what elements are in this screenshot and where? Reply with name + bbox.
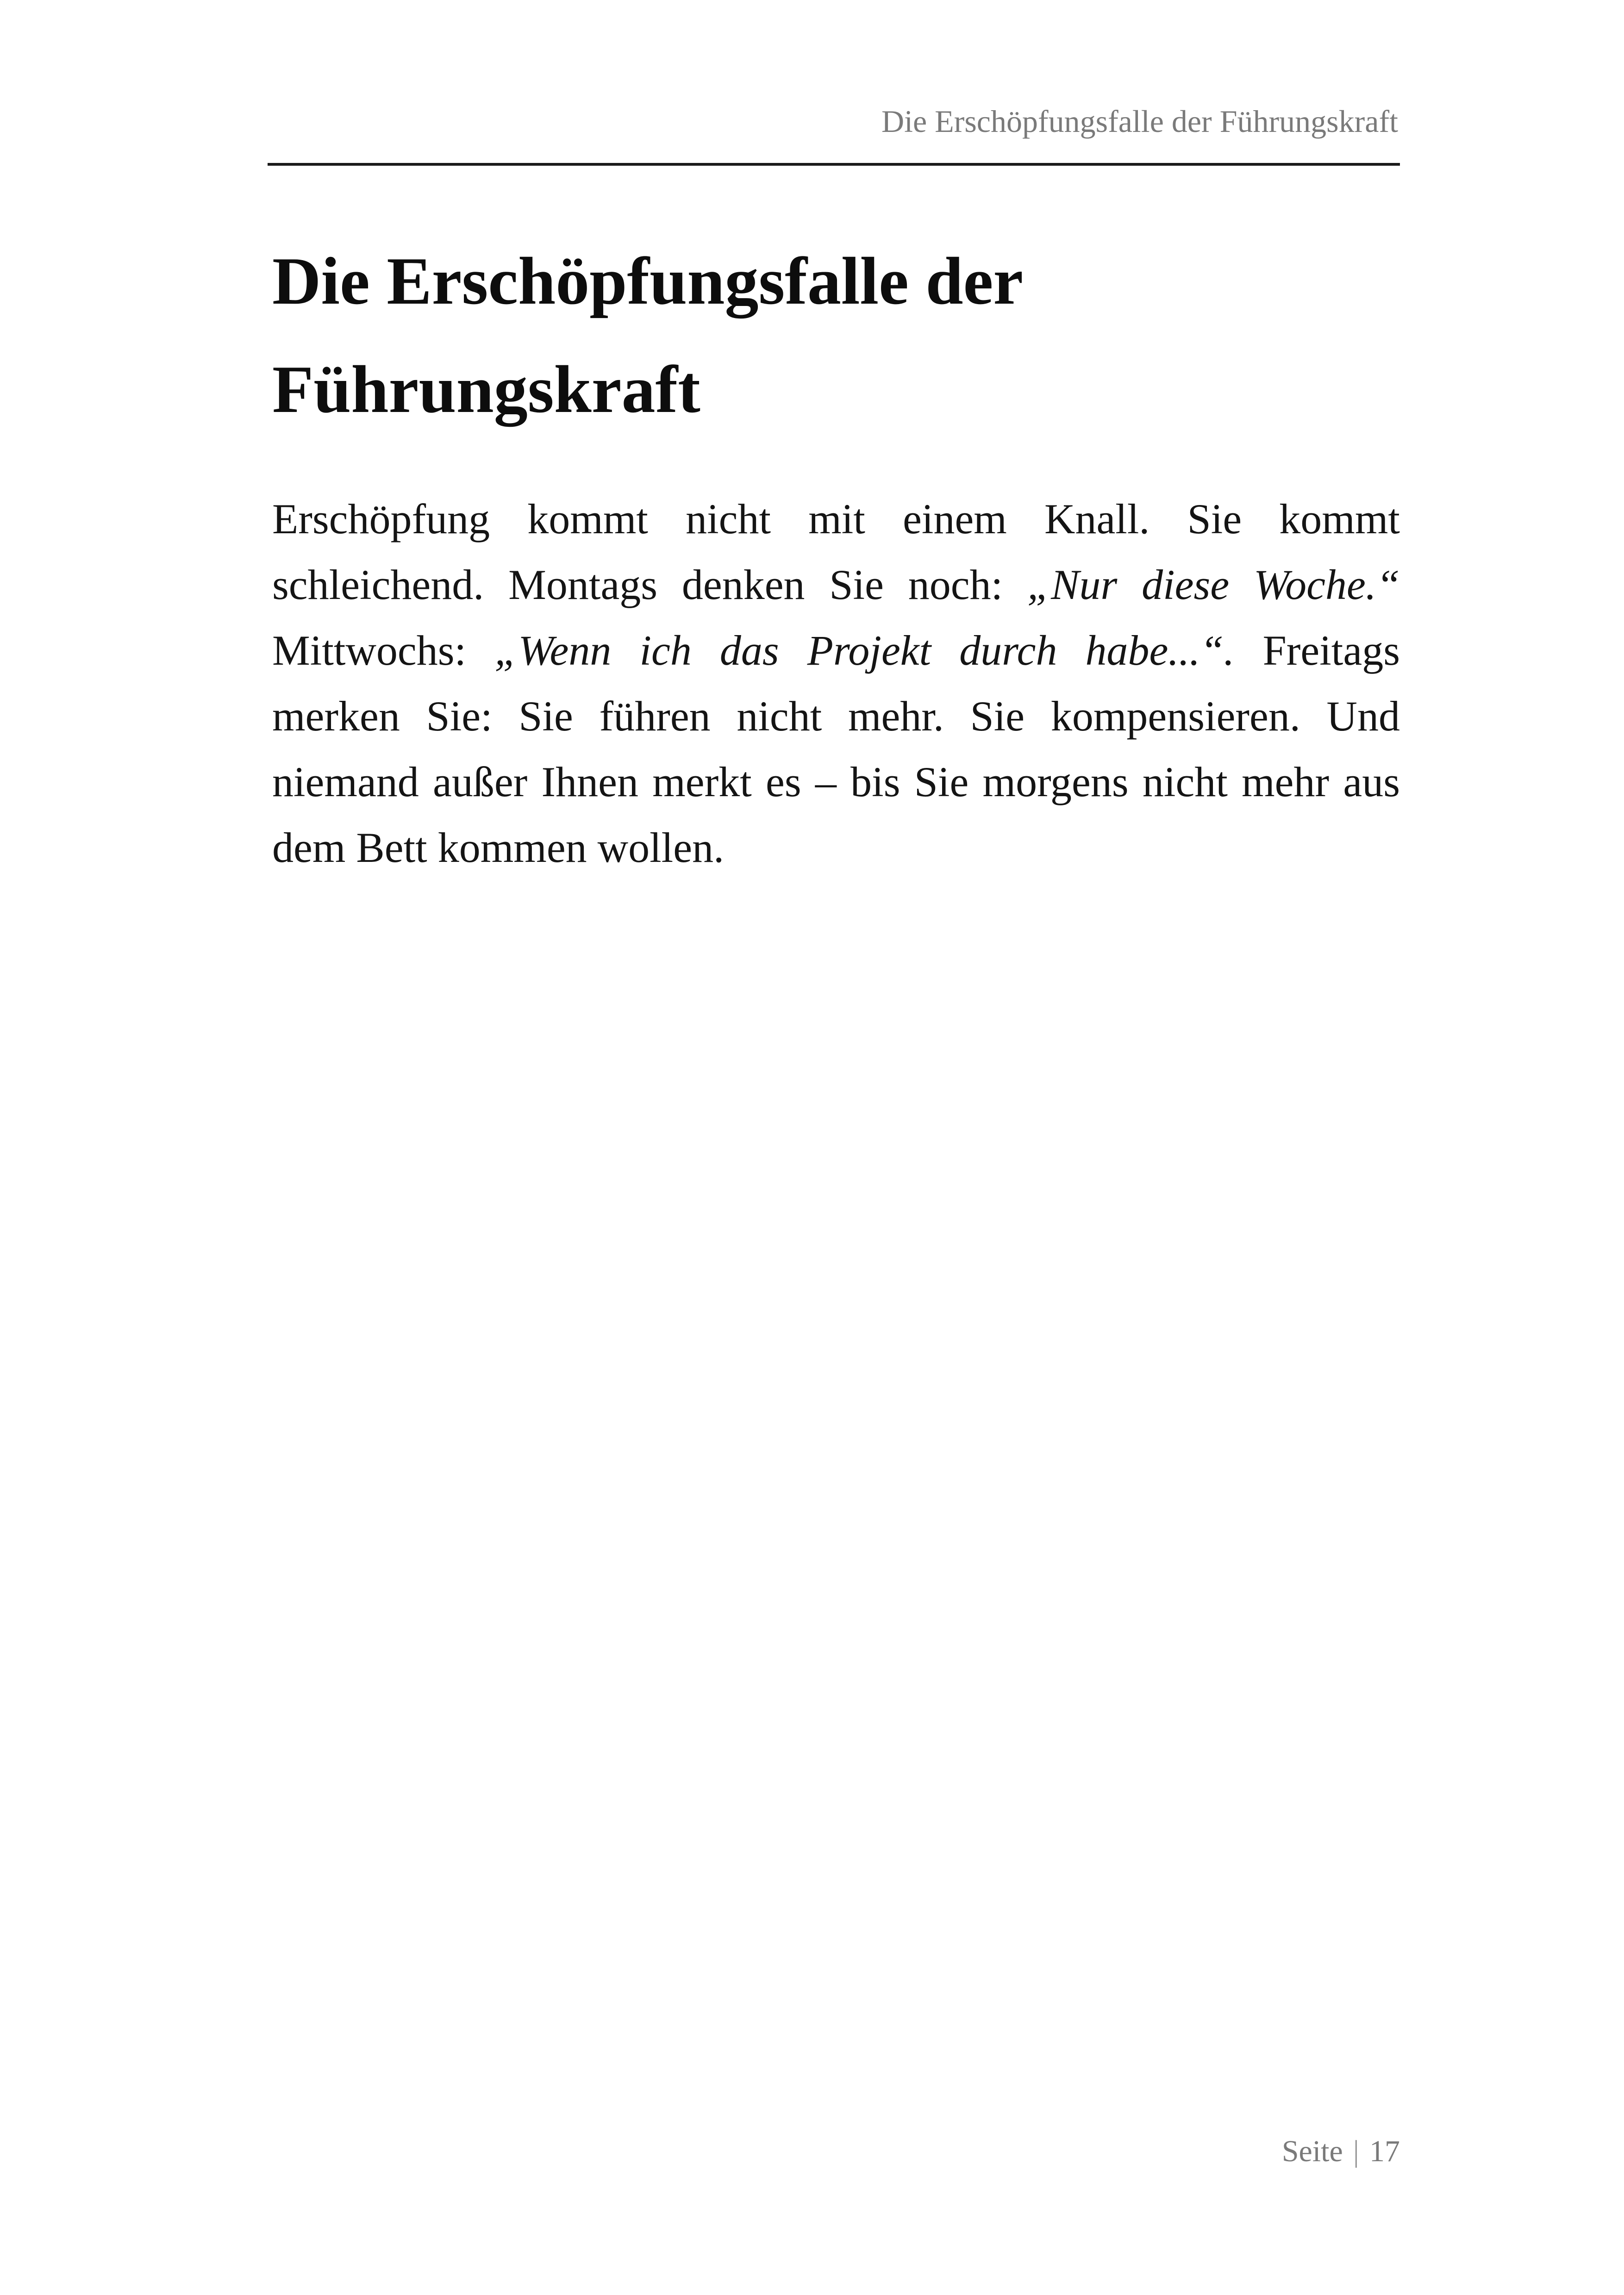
running-header-title: Die Erschöpfungsfalle der Führungskraft (881, 104, 1398, 139)
chapter-title-line-2: Führungskraft (272, 352, 700, 427)
page-label: Seite (1281, 2134, 1343, 2168)
paragraph-quote-1: „Nur diese Woche.“ (1027, 561, 1400, 608)
paragraph-quote-2: „Wenn ich das Projekt durch habe...“. (494, 627, 1235, 674)
footer-separator: | (1353, 2134, 1359, 2168)
page-number: 17 (1369, 2134, 1400, 2168)
paragraph-segment-1: Erschöpfung kommt nicht mit einem Knall. Sie kommt schleichend. Montags denken Sie noch: (272, 495, 1400, 608)
paragraph-segment-2: Mittwochs: (272, 627, 495, 674)
header-divider (268, 163, 1400, 166)
body-paragraph (272, 486, 1400, 880)
chapter-title-line-1: Die Erschöpfungsfalle der (272, 243, 1024, 318)
chapter-title (272, 227, 1402, 443)
paragraph-segment-3: Freitags merken Sie: Sie führen nicht mehr. Sie kompensieren. Und niemand außer Ihnen merkt es – bis Sie morgens nicht mehr aus dem Bett kommen wollen. (272, 627, 1400, 871)
page-footer (1111, 2133, 1400, 2170)
